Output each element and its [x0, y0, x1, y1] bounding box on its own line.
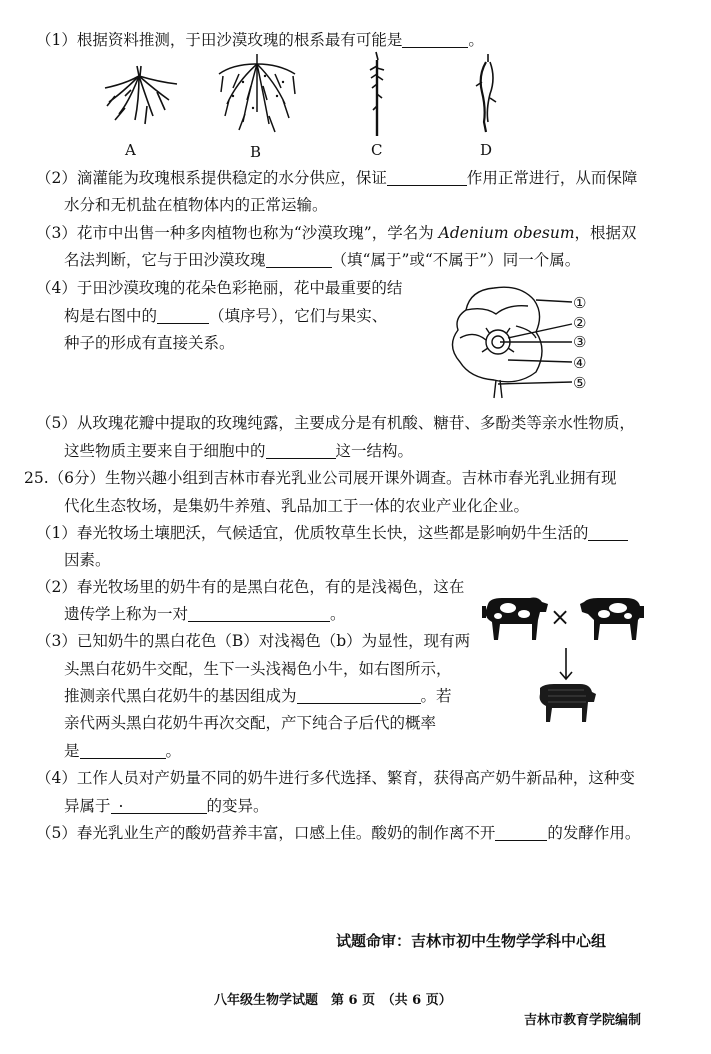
scientific-name: Adenium obesum: [438, 224, 575, 242]
q24-p1-line: （1）根据资料推测，于田沙漠玫瑰的根系最有可能是 。: [36, 31, 484, 49]
root-figure-d: [470, 52, 500, 136]
q25-p3-line5: 是 。: [64, 742, 182, 760]
q24-p4-line2: 构是右图中的 （填序号），它们与果实、: [64, 307, 388, 325]
root-label-d: D: [480, 141, 493, 159]
q25-intro1: 25.（6分）生物兴趣小组到吉林市春光乳业公司展开课外调查。吉林市春光乳业拥有现: [24, 469, 617, 487]
q25-p3-line4: 亲代两头黑白花奶牛再次交配，产下纯合子后代的概率: [64, 714, 437, 732]
root-label-c: C: [371, 141, 383, 159]
q25-p3-line2: 头黑白花奶牛交配，生下一头浅褐色小牛，如右图所示，: [64, 660, 452, 678]
q24-p4-line1: （4）于田沙漠玫瑰的花朵色彩艳丽，花中最重要的结: [36, 279, 403, 297]
q24-p3-line1: （3）花市中出售一种多肉植物也称为“沙漠玫瑰”，学名为 Adenium obesum，根据双: [36, 224, 637, 242]
q25-p3-blank-a: [297, 687, 421, 704]
marker-4: ④: [573, 354, 587, 372]
cow-parent-1: [478, 590, 550, 646]
q25-intro2: 代化生态牧场，是集奶牛养殖、乳品加工于一体的农业产业化企业。: [64, 497, 530, 515]
cross-arrow: [556, 646, 576, 682]
cross-symbol: ×: [550, 603, 571, 631]
q25-p1-line2: 因素。: [64, 551, 111, 569]
q24-p4-line3: 种子的形成有直接关系。: [64, 334, 235, 352]
cow-parent-2: [578, 590, 650, 646]
q25-p3-blank-b: [80, 742, 166, 759]
q24-p4-blank: [157, 307, 209, 324]
q24-p5-line2: 这些物质主要来自于细胞中的 这一结构。: [64, 442, 414, 460]
q25-p5-blank: [495, 824, 547, 841]
q24-p2-line1: （2）滴灌能为玫瑰根系提供稳定的水分供应，保证 作用正常进行，从而保障: [36, 169, 638, 187]
editor-credit: 吉林市教育学院编制: [524, 1013, 642, 1028]
q24-p1-blank: [402, 31, 468, 48]
q24-p2-line2: 水分和无机盐在植物体内的正常运输。: [64, 196, 328, 214]
reviewer-credit: 试题命审：吉林市初中生物学学科中心组: [336, 932, 607, 950]
q25-p4-line2: 异属于 . 的变异。: [64, 793, 269, 815]
marker-1: ①: [573, 294, 587, 312]
q24-p2-blank: [387, 169, 467, 186]
q25-p2-line2: 遗传学上称为一对 。: [64, 605, 346, 623]
root-figure-a: [95, 62, 185, 134]
q24-p5-line1: （5）从玫瑰花瓣中提取的玫瑰纯露，主要成分是有机酸、糖苷、多酚类等亲水性物质，: [36, 414, 635, 432]
q25-p2-line1: （2）春光牧场里的奶牛有的是黑白花色，有的是浅褐色，这在: [36, 578, 465, 596]
root-label-a: A: [125, 141, 136, 159]
q24-p3-blank: [266, 251, 332, 268]
q24-p5-blank: [266, 442, 336, 459]
q25-p1-line1: （1）春光牧场土壤肥沃，气候适宜，优质牧草生长快，这些都是影响奶牛生活的: [36, 522, 628, 544]
root-figure-b: [213, 52, 301, 136]
q24-p3-line2: 名法判断，它与于田沙漠玫瑰 （填“属于”或“不属于”）同一个属。: [64, 251, 581, 269]
q25-p3-line1: （3）已知奶牛的黑白花色（B）对浅褐色（b）为显性，现有两: [36, 632, 471, 650]
q25-p2-blank: [188, 605, 330, 622]
q25-p4-blank: .: [111, 797, 207, 814]
marker-2: ②: [573, 314, 587, 332]
q25-p5-line1: （5）春光乳业生产的酸奶营养丰富，口感上佳。酸奶的制作离不开 的发酵作用。: [36, 824, 641, 842]
q25-p3-line3: 推测亲代黑白花奶牛的基因组成为 。若: [64, 687, 452, 705]
marker-3: ③: [573, 333, 587, 351]
q25-p4-line1: （4）工作人员对产奶量不同的奶牛进行多代选择、繁育，获得高产奶牛新品种，这种变: [36, 769, 635, 787]
q25-p1-blank: [588, 524, 628, 541]
flower-diagram: [436, 280, 596, 400]
cow-offspring: [534, 678, 598, 728]
root-label-b: B: [250, 143, 262, 161]
marker-5: ⑤: [573, 374, 587, 392]
root-figure-c: [362, 50, 392, 140]
page-number: 八年级生物学试题 第 6 页 （共 6 页）: [214, 993, 452, 1008]
q24-p1-text: （1）根据资料推测，于田沙漠玫瑰的根系最有可能是: [36, 31, 403, 49]
